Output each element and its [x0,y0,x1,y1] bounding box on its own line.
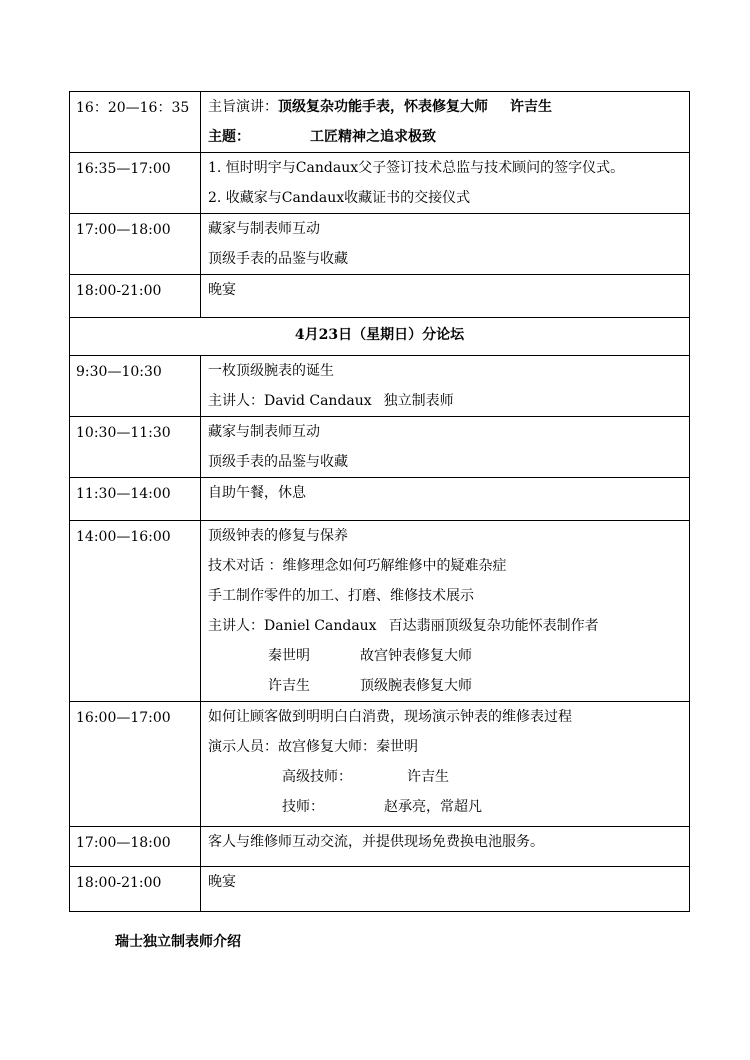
description-line [208,611,689,641]
section-row [70,318,690,356]
description-cell [201,214,690,275]
description-cell [201,417,690,478]
description-line [208,92,689,122]
description-line: 顶级手表的品鉴与收藏 [208,454,348,470]
description-cell [201,867,690,912]
keynote-label: 主旨演讲： [208,99,278,115]
speaker-role: 顶级腕表修复大师 [360,678,472,694]
theme-label: 主题： [208,129,250,145]
table-row [70,521,690,702]
time-cell: 16:00—17:00 [70,702,201,827]
description-line: 手工制作零件的加工、打磨、维修技术展示 [208,588,474,604]
description-line: 一枚顶级腕表的诞生 [208,363,334,379]
speaker-role: 故宫钟表修复大师 [360,648,472,664]
description-line: 客人与维修师互动交流，并提供现场免费换电池服务。 [208,834,544,850]
presenter-name: 许吉生 [407,769,449,785]
description-line: 2. 收藏家与Candaux收藏证书的交接仪式 [208,190,471,206]
presenter-role: 高级技师： [282,769,352,785]
speaker-label: 主讲人：Daniel Candaux [208,618,377,634]
description-cell [201,92,690,153]
description-line: 顶级钟表的修复与保养 [208,528,348,544]
description-line: 技术对话 ：维修理念如何巧解维修中的疑难杂症 [208,558,507,574]
time-cell: 16:35—17:00 [70,153,201,214]
time-cell: 11:30—14:00 [70,478,201,521]
description-line: 1. 恒时明宇与Candaux父子签订技术总监与技术顾问的签字仪式。 [208,160,625,176]
table-row [70,153,690,214]
description-cell [201,521,690,702]
description-cell [201,478,690,521]
theme-value: 工匠精神之追求极致 [310,129,436,145]
section-title: 4月23日（星期日）分论坛 [70,318,690,356]
keynote-topic: 顶级复杂功能手表，怀表修复大师 [278,99,488,115]
description-cell [201,356,690,417]
description-line [208,671,689,701]
time-cell: 16：20—16：35 [70,92,201,153]
description-line: 藏家与制表师互动 [208,221,320,237]
time-cell: 14:00—16:00 [70,521,201,702]
time-cell: 10:30—11:30 [70,417,201,478]
description-cell [201,275,690,318]
table-row [70,827,690,867]
description-line [208,386,689,416]
time-cell: 18:00-21:00 [70,275,201,318]
description-line: 自助午餐，休息 [208,485,306,501]
table-row [70,275,690,318]
description-line: 顶级手表的品鉴与收藏 [208,251,348,267]
description-cell [201,153,690,214]
time-cell: 17:00—18:00 [70,214,201,275]
description-line: 晚宴 [208,282,236,298]
section-heading: 瑞士独立制表师介绍 [115,934,241,950]
presenter-role: 技师： [282,799,324,815]
time-cell: 17:00—18:00 [70,827,201,867]
speaker-label: 主讲人：David Candaux [208,393,372,409]
table-row [70,867,690,912]
description-line: 晚宴 [208,874,236,890]
table-row [70,478,690,521]
table-row [70,702,690,827]
table-row [70,92,690,153]
speaker-name: 秦世明 [268,648,310,664]
description-cell [201,702,690,827]
speaker-role: 百达翡丽顶级复杂功能怀表制作者 [388,618,599,634]
speaker-name: 许吉生 [268,678,310,694]
description-line [208,641,689,671]
description-line: 演示人员：故宫修复大师：秦世明 [208,739,418,755]
description-cell [201,827,690,867]
presenter-name: 赵承亮，常超凡 [384,799,482,815]
description-line [208,792,689,822]
table-row [70,417,690,478]
schedule-table [69,91,690,912]
speaker-role: 独立制表师 [383,393,454,409]
time-cell: 18:00-21:00 [70,867,201,912]
table-row [70,356,690,417]
description-line [208,122,689,152]
time-cell: 9:30—10:30 [70,356,201,417]
keynote-speaker: 许吉生 [510,99,552,115]
description-line: 藏家与制表师互动 [208,424,320,440]
table-row [70,214,690,275]
description-line [208,762,689,792]
description-line: 如何让顾客做到明明白白消费，现场演示钟表的维修表过程 [208,709,572,725]
